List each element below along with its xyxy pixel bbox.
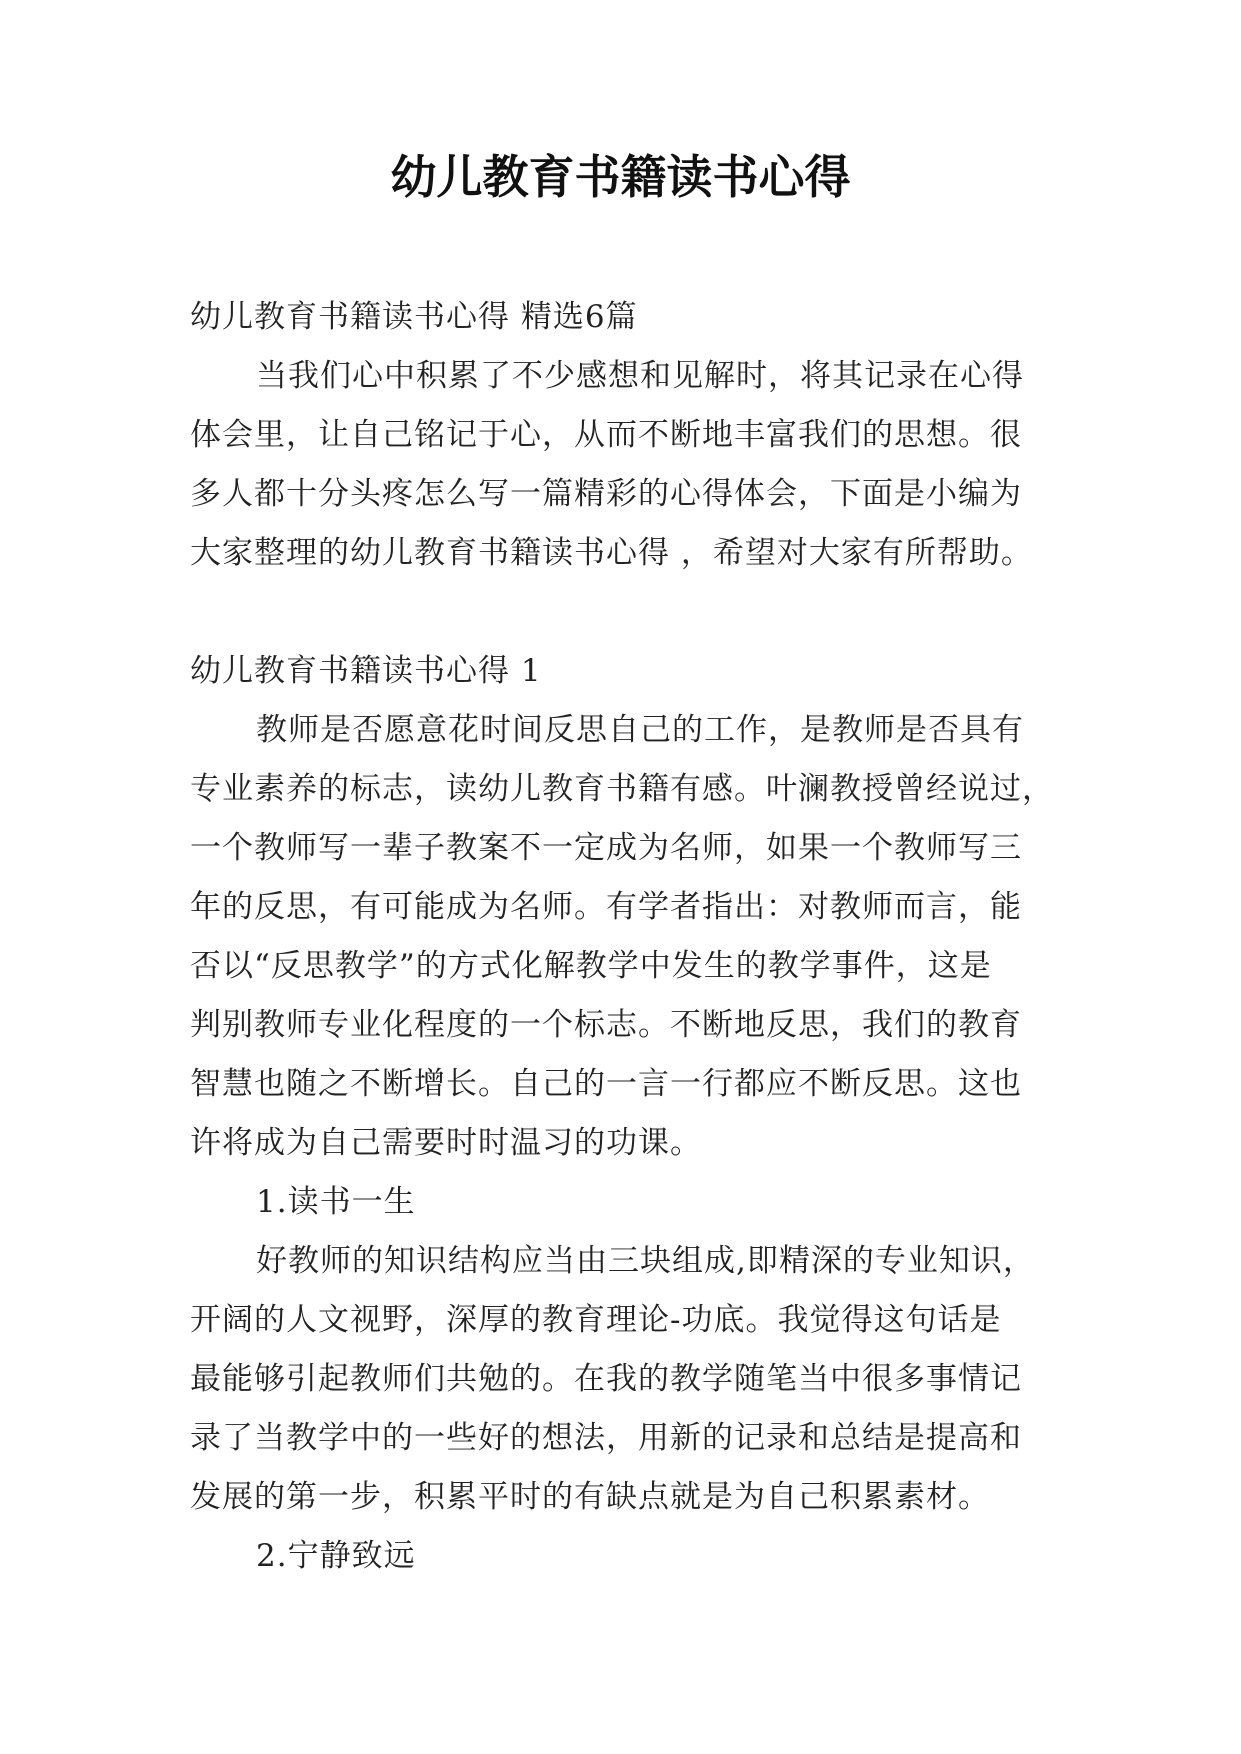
section-line: 许将成为自己需要时时温习的功课。 xyxy=(190,1125,702,1161)
section-line: 判别教师专业化程度的一个标志。不断地反思，我们的教育 xyxy=(190,1007,1022,1043)
section-line: 专业素养的标志，读幼儿教育书籍有感。叶澜教授曾经说过， xyxy=(190,771,1054,807)
section-heading: 幼儿教育书籍读书心得 1 xyxy=(190,653,542,689)
point-line: 开阔的人文视野，深厚的教育理论-功底。我觉得这句话是 xyxy=(190,1302,1002,1338)
intro-line: 体会里，让自己铭记于心，从而不断地丰富我们的思想。很 xyxy=(190,417,1022,453)
section-line: 智慧也随之不断增长。自己的一言一行都应不断反思。这也 xyxy=(190,1066,1022,1102)
paragraph-gap xyxy=(190,583,1075,642)
point-heading: 2.宁静致远 xyxy=(256,1538,416,1574)
document-title: 幼儿教育书籍读书心得 xyxy=(390,150,851,204)
section-line: 一个教师写一辈子教案不一定成为名师，如果一个教师写三 xyxy=(190,830,1022,866)
intro-line: 当我们心中积累了不少感想和见解时，将其记录在心得 xyxy=(256,358,1024,394)
point-line: 好教师的知识结构应当由三块组成,即精深的专业知识， xyxy=(256,1243,1035,1279)
point-line: 发展的第一步，积累平时的有缺点就是为自己积累素材。 xyxy=(190,1479,990,1515)
intro-line: 多人都十分头疼怎么写一篇精彩的心得体会，下面是小编为 xyxy=(190,476,1022,512)
document-subtitle: 幼儿教育书籍读书心得 精选6篇 xyxy=(190,299,638,335)
intro-line: 大家整理的幼儿教育书籍读书心得 ，希望对大家有所帮助。 xyxy=(190,535,1033,571)
section-line: 否以“反思教学”的方式化解教学中发生的教学事件，这是 xyxy=(190,948,992,984)
section-line: 教师是否愿意花时间反思自己的工作，是教师是否具有 xyxy=(256,712,1024,748)
document-body xyxy=(190,288,1075,1586)
point-line: 录了当教学中的一些好的想法，用新的记录和总结是提高和 xyxy=(190,1420,1022,1456)
section-line: 年的反思，有可能成为名师。有学者指出：对教师而言，能 xyxy=(190,889,1022,925)
point-line: 最能够引起教师们共勉的。在我的教学随笔当中很多事情记 xyxy=(190,1361,1022,1397)
point-heading: 1.读书一生 xyxy=(256,1184,416,1220)
